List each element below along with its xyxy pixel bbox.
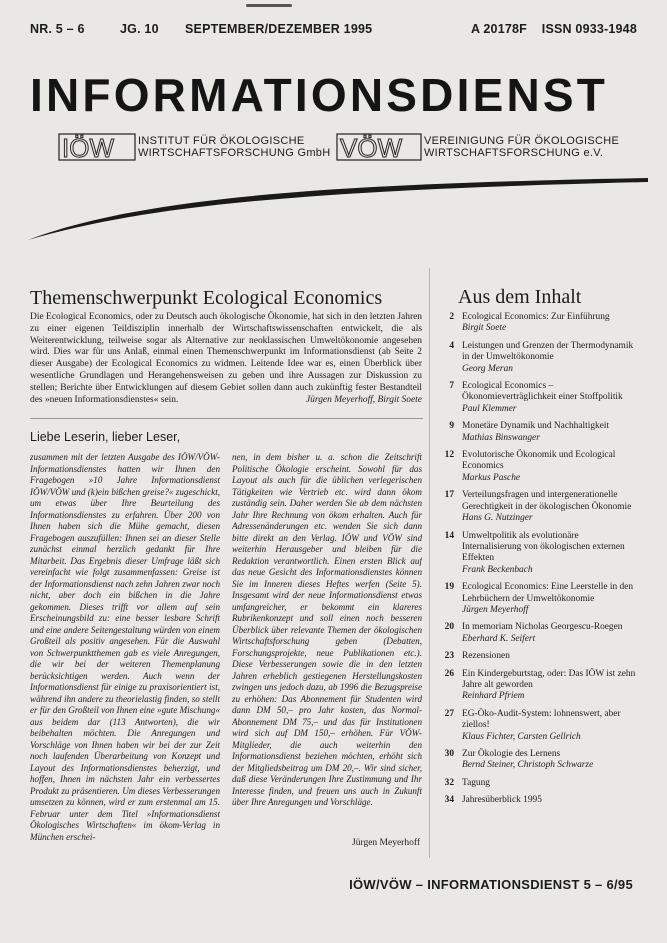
letter-heading: Liebe Leserin, lieber Leser,	[30, 430, 181, 444]
issue-number: NR. 5 – 6	[30, 22, 85, 36]
toc-item	[436, 651, 636, 662]
toc-item	[436, 669, 636, 703]
toc-title: Zur Ökologie des Lernens	[462, 749, 561, 759]
toc-title: Ecological Economics: Eine Leerstelle in den Lehrbüchern der Umweltökonomie	[462, 582, 634, 604]
toc-page-number: 27	[444, 708, 454, 719]
toc-title: Jahresüberblick 1995	[462, 795, 542, 806]
theme-heading: Themenschwerpunkt Ecological Economics	[30, 287, 383, 309]
toc-author: Hans G. Nutzinger	[462, 513, 533, 524]
toc-author: Reinhard Pfriem	[462, 691, 525, 702]
masthead-title: INFORMATIONSDIENST	[30, 69, 609, 121]
toc-title: Tagung	[462, 777, 490, 788]
toc-author: Klaus Fichter, Carsten Gellrich	[462, 731, 581, 742]
toc-item	[436, 381, 636, 415]
toc-page-number: 14	[444, 530, 454, 541]
toc-item	[436, 778, 636, 789]
masthead-swoosh	[20, 168, 650, 248]
voew-logo	[336, 132, 619, 162]
toc-title: Evolutorische Ökonomik und Ecological Economics	[462, 450, 616, 472]
toc-item	[436, 749, 636, 772]
ioew-logo-mark	[58, 132, 136, 162]
toc-page-number: 32	[444, 777, 454, 788]
section-divider	[30, 418, 423, 419]
toc-title: Leistungen und Grenzen der Thermodynamik in der Umweltökonomie	[462, 340, 634, 363]
toc-author: Frank Beckenbach	[462, 564, 533, 575]
toc-author: Jürgen Meyerhoff	[462, 604, 529, 615]
toc-title: Umweltpolitik als evolutionäre Internalisierung von ökologischen externen Effekten	[462, 530, 625, 564]
toc-page-number: 12	[444, 450, 454, 461]
toc-item	[436, 312, 636, 335]
toc-author: Bernd Steiner, Christoph Schwarze	[462, 760, 594, 771]
toc-title: In memoriam Nicholas Georgescu-Roegen	[462, 622, 623, 633]
toc-title: Rezensionen	[462, 651, 510, 662]
toc-title: Ecological Economics – Ökonomieverträglichkeit einer Stoffpolitik	[462, 381, 623, 403]
issue-date: SEPTEMBER/DEZEMBER 1995	[185, 22, 373, 36]
letter-column-1: zusammen mit der letzten Ausgabe des IÖW/VÖW-Informationsdienstes hatten wir Ihnen den Fragebogen »10 Jahre Informationsdienst IÖW/VÖW und (k)ein bißchen greise?« zugeschickt, um etwas über Ihre Beurteilung des Informationsdienstes zu erfahren. Über 200 von Ihnen haben sich die Mühe gemacht, diesen Fragebogen auszufüllen: Ihnen sei an dieser Stelle zunächst einmal herzlich gedankt für Ihre Mitarbeit. Das Ergebnis dieser Umfrage läßt sich vereinfacht wie folgt zusammenfassen: Greise ist der Informationsdienst nach zehn Jahren zwar noch nicht, aber doch ein bißchen in die Jahre gekommen. Dieses trifft vor allem auf sein Erscheinungsbild zu: eine besser lesbare Schrift und eine andere Seitengestaltung würden von einem Großteil als positiv angesehen. Für die Auswahl von Schwerpunktthemen gab es viele Anregungen, die wir bei der weiteren Themenplanung berücksichtigen werden. Auch wenn der Informationsdienst für einige zu praxisorientiert ist, während ihn andere zu theorielastig finden, so stellt er für den Großteil von Ihnen eine »gute Mischung« aus beidem dar (113 Antworten), die wir beibehalten möchten. Die Anregungen und Vorschläge von Ihnen haben wir bei der zur Zeit noch laufenden Überarbeitung von Konzept und Layout des Informationsdienstes beherzigt, und hoffen, Ihnen im nächsten Jahr ein verbessertes Produkt zu präsentieren. Um dieses Verbesserungen umsetzen zu können, wird er zum erstenmal am 15. Februar unter dem Titel »Informationsdienst Ökologisches Wirtschaften« im ökom-Verlag in München erschei-	[30, 452, 220, 842]
toc-item	[436, 490, 636, 524]
toc-title: Verteilungsfragen und intergenerationelle Gerechtigkeit in der ökologischen Ökonomie	[462, 490, 632, 512]
voew-logo-line1: VEREINIGUNG FÜR ÖKOLOGISCHE	[424, 135, 620, 147]
toc-page-number: 30	[444, 749, 454, 759]
toc-title: Ecological Economics: Zur Einführung	[462, 312, 610, 322]
postal-code: A 20178F	[470, 22, 527, 36]
toc-item	[436, 421, 636, 444]
toc-item	[436, 450, 636, 484]
toc-author: Paul Klemmer	[462, 403, 517, 414]
ioew-logo-line2: WIRTSCHAFTSFORSCHUNG GmbH	[138, 147, 331, 159]
top-edge-mark	[246, 4, 292, 7]
toc-page-number: 23	[444, 651, 454, 662]
voew-logo-mark	[336, 132, 422, 162]
column-divider	[429, 268, 430, 858]
ioew-logo-line1: INSTITUT FÜR ÖKOLOGISCHE	[138, 135, 305, 147]
issn: ISSN 0933-1948	[541, 22, 637, 36]
ioew-logo-letters: IÖW	[62, 133, 114, 162]
letter-column-2: nen, in dem bisher u. a. schon die Zeitschrift Politische Ökologie erscheint. Sowohl für das Layout als auch für die üblichen verlegerischen Tätigkeiten wie Vertrieb etc. wird dann ökom zuständig sein. Daher werden Sie ab dem nächsten Jahr Ihre Rechnung von ökom erhalten. Auch für Adressenänderungen etc. wenden Sie sich dann bitte direkt an den Verlag. IÖW und VÖW sind weiterhin Herausgeber und bleiben für die Redaktion verantwortlich. Einen ersten Blick auf das neue Gesicht des Informationsdienstes können Sie im Inneren dieses Heftes werfen (Seite 5). Insgesamt wird der neue Informationsdienst etwas umfangreicher, er bekommt ein klareres Rubrikenkonzept und soll einen noch besseren Überblick über relevante Themen der ökologischen Wirtschaftsforschung geben (Debatten, Forschungsprojekte, neue Publikationen etc.). Diese Verbesserungen sowie die in den letzten Jahren erheblich gestiegenen Herstellungskosten zwingen uns jedoch dazu, ab 1996 die Bezugspreise zu erhöhen: Das Abonnement für Studenten wird dann DM 50,– pro Jahr kosten, das Normal-Abonnement DM 75,– und das für Institutionen wird sich auf DM 150,– erhöhen. Für VÖW-Mitglieder, die auch weiterhin den Informationsdienst beziehen möchten, erhöht sich der Mitgliedsbeitrag um DM 20,–. Wir sind sicher, daß diese Veränderungen Ihre Zustimmung und Ihr Interesse finden, und freuen uns auch in Zukunft über Ihre Anregungen und Vorschläge.	[232, 452, 422, 807]
voew-logo-letters: VÖW	[340, 133, 403, 162]
toc-page-number: 4	[449, 340, 454, 351]
contents-title: Aus dem Inhalt	[458, 286, 582, 308]
voew-logo-line2: WIRTSCHAFTSFORSCHUNG e.V.	[424, 147, 604, 159]
toc-author: Georg Meran	[462, 363, 513, 374]
table-of-contents	[436, 312, 636, 813]
toc-item	[436, 795, 636, 806]
theme-signature: Jürgen Meyerhoff, Birgit Soete	[305, 394, 422, 405]
volume-number: JG. 10	[120, 22, 159, 36]
toc-page-number: 34	[444, 795, 454, 806]
toc-page-number: 2	[449, 312, 454, 322]
ioew-logo	[58, 132, 330, 162]
toc-page-number: 20	[444, 622, 454, 633]
toc-author: Eberhard K. Seifert	[462, 633, 536, 644]
toc-title: Monetäre Dynamik und Nachhaltigkeit	[462, 421, 610, 432]
toc-item	[436, 341, 636, 375]
toc-author: Mathias Binswanger	[462, 432, 540, 443]
toc-item	[436, 531, 636, 577]
letter-signature: Jürgen Meyerhoff	[352, 838, 420, 848]
toc-page-number: 9	[449, 421, 454, 432]
toc-item	[436, 709, 636, 743]
theme-intro	[30, 312, 422, 406]
toc-title: EG-Öko-Audit-System: lohnenswert, aber ziellos!	[462, 708, 621, 731]
theme-intro-text: Die Ecological Economics, oder zu Deutsch auch ökologische Ökonomie, hat sich in den letzten Jahren zu einer eigenen Teildisziplin innerhalb der Wirtschaftswissenschaften entwickelt, die als Weiterentwicklung, teilweise sogar als Alternative zur neoklassischen Umweltökonomie angesehen wird. Dies war für uns Anlaß, einmal einen Themenschwerpunkt im Informationsdienst (ab Seite 2 dieser Ausgabe) der Ecological Economics zu widmen. Leitende Idee war es, einen Überblick über wesentliche Grundlagen und Herangehensweisen zu geben und ihre Aussagen zur Diskussion zu stellen; Berichte über Entwicklungen auf diesem Gebiet sollen dann auch zukünftig fester Bestandteil des »neuen Informationsdienstes« sein.	[30, 312, 422, 405]
page-footer: IÖW/VÖW – INFORMATIONSDIENST 5 – 6/95	[349, 877, 633, 892]
toc-item	[436, 582, 636, 616]
toc-author: Markus Pasche	[462, 472, 521, 483]
toc-author: Birgit Soete	[462, 323, 507, 334]
toc-title: Ein Kindergeburtstag, oder: Das IÖW ist zehn Jahre alt geworden	[462, 668, 636, 690]
toc-item	[436, 622, 636, 645]
toc-page-number: 19	[444, 582, 454, 593]
toc-page-number: 17	[444, 490, 454, 501]
toc-page-number: 7	[449, 381, 454, 392]
toc-page-number: 26	[444, 668, 454, 679]
